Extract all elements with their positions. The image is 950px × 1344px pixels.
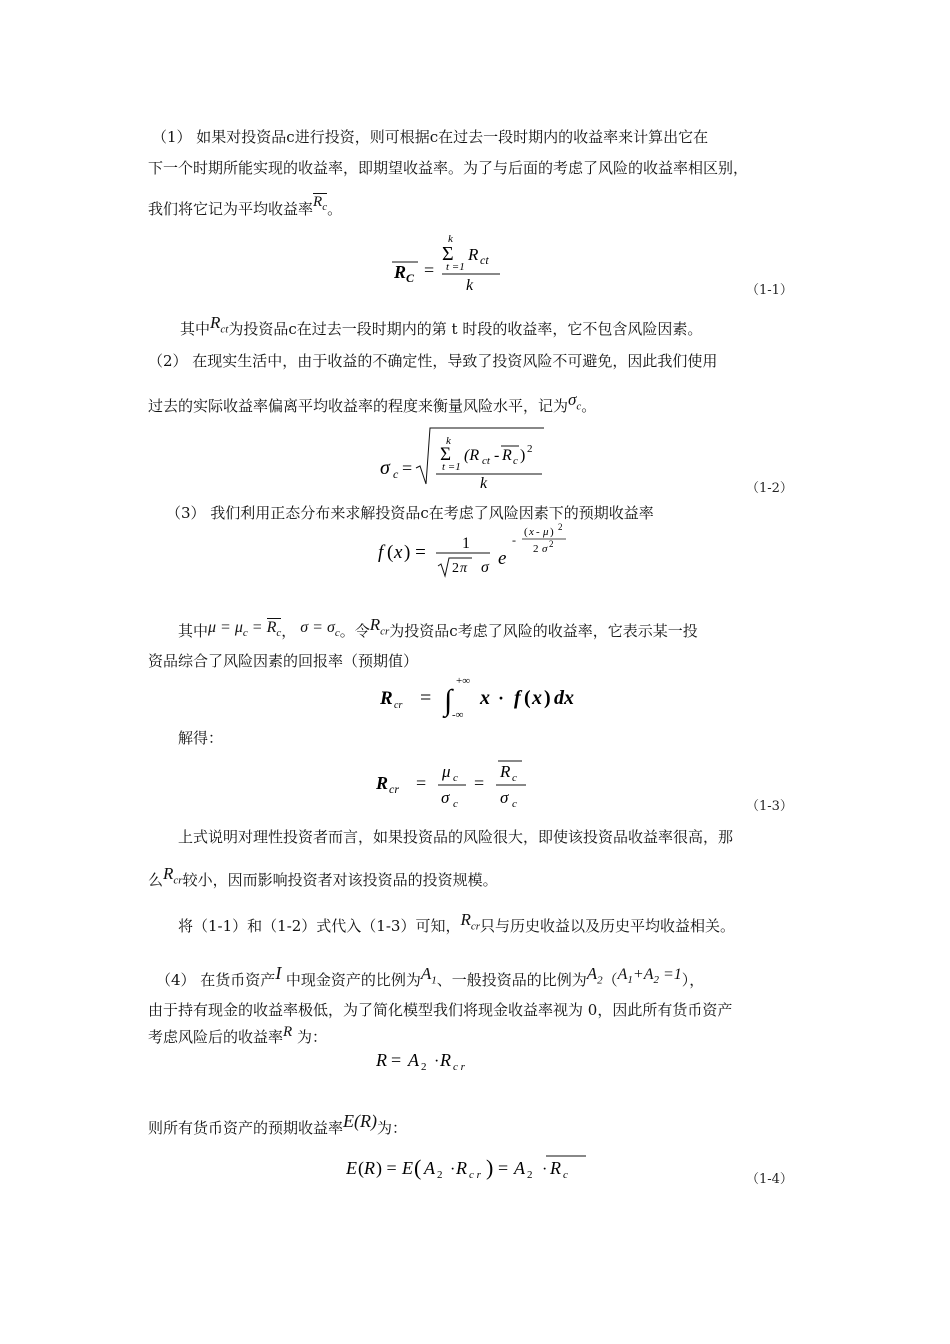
svg-text:R: R (394, 262, 407, 282)
svg-text:(: ( (414, 1155, 422, 1180)
svg-text:(: ( (358, 1158, 364, 1178)
svg-text:-: - (494, 447, 500, 464)
paragraph-substitution-text: 只与历史收益以及历史平均收益相关。 (480, 917, 736, 935)
svg-text:σ: σ (500, 788, 509, 807)
svg-text:): ) (520, 447, 526, 464)
formula-er-symbol: E(R) (343, 1111, 378, 1131)
svg-text:c: c (563, 1169, 568, 1181)
svg-text:): ) (486, 1155, 494, 1180)
svg-text:Σ: Σ (440, 444, 452, 465)
paragraph-rct-definition (180, 313, 703, 346)
svg-text:-∞: -∞ (452, 709, 464, 720)
paragraph-rcr-definition-line-2: 资品综合了风险因素的回报率（预期值） (148, 652, 419, 670)
paragraph-rcr-prefix: 其中 (178, 622, 209, 640)
formula-avg-return-symbol: $R_c$ (313, 194, 328, 213)
svg-text:R: R (376, 773, 389, 793)
equation-1-4-label: （1-4） (746, 1172, 793, 1187)
svg-text:=: = (402, 458, 413, 478)
svg-text:R: R (364, 1158, 375, 1178)
svg-text:·: · (498, 688, 505, 708)
formula-a1-symbol: $A_1$ (420, 964, 437, 987)
svg-text:μ: μ (543, 526, 549, 538)
svg-text:c: c (453, 772, 458, 784)
svg-text:cr: cr (389, 782, 399, 796)
paragraph-3: （3） 我们利用正态分布来求解投资品c在考虑了风险因素下的预期收益率 (166, 504, 654, 522)
equation-1-1-label: （1-1） (746, 283, 793, 298)
svg-text:2: 2 (533, 543, 539, 555)
svg-text:=: = (424, 260, 435, 280)
formula-sigma-equality: $\sigma = \sigma_c$ (296, 619, 340, 640)
svg-text:E: E (346, 1158, 357, 1178)
equation-1-2 (380, 424, 550, 486)
paragraph-4-part-e: ）， (681, 971, 705, 989)
paragraph-2-line-2-end: 。 (581, 397, 597, 415)
svg-text:R: R (500, 762, 511, 781)
svg-text:π: π (460, 561, 468, 576)
paragraph-1-line-3 (148, 194, 343, 226)
svg-text:2: 2 (527, 1169, 533, 1181)
svg-text:=: = (420, 687, 432, 709)
svg-text:c: c (512, 798, 517, 810)
equation-normal-pdf (378, 522, 588, 580)
equation-1-4 (346, 1150, 596, 1190)
formula-rcr-symbol-2: $R_{cr}$ (163, 864, 183, 887)
formula-a2-symbol: $A_2$ (586, 964, 603, 987)
svg-text:x: x (394, 542, 403, 563)
svg-text:E: E (402, 1158, 413, 1178)
svg-text:): ) (544, 687, 551, 709)
paragraph-4-line-3-end: 为： (292, 1028, 327, 1046)
equation-1-1 (388, 232, 508, 292)
formula-rcr-symbol: $R_{cr}$ (369, 615, 390, 638)
paragraph-rcr-definition-line-1 (178, 615, 698, 648)
paragraph-substitution (178, 910, 736, 943)
svg-text:R: R (376, 1050, 387, 1070)
paragraph-4-line-1 (156, 963, 705, 997)
svg-text:A: A (424, 1158, 435, 1178)
svg-text:-: - (512, 533, 516, 547)
svg-text:x: x (529, 526, 534, 538)
paragraph-expected-return-suffix: 为： (377, 1119, 408, 1137)
svg-text:c: c (453, 798, 458, 810)
paragraph-4-part-c: 、一般投资品的比例为 (436, 971, 587, 989)
paragraph-explanation-line-2 (148, 864, 498, 897)
equation-1-3-label: （1-3） (746, 799, 793, 814)
svg-text:R: R (456, 1158, 467, 1178)
paragraph-1-line-2: 下一个时期所能实现的收益率，即期望收益率。为了与后面的考虑了风险的收益率相区别， (148, 159, 749, 177)
svg-text:=: = (391, 1050, 402, 1070)
paragraph-2-line-2 (148, 390, 597, 423)
svg-text:e: e (498, 548, 507, 569)
svg-text:k: k (466, 277, 474, 294)
svg-text:∫: ∫ (444, 684, 453, 717)
equation-1-3-graphic (376, 755, 546, 811)
equation-1-2-graphic (380, 424, 550, 488)
svg-text:t =1: t =1 (442, 461, 461, 473)
svg-text:c r: c r (453, 1061, 465, 1073)
svg-text:c: c (513, 455, 518, 467)
paragraph-4-line-2: 由于持有现金的收益率极低，为了简化模型我们将现金收益率视为 0，因此所有货币资产 (148, 1001, 733, 1019)
svg-text:R: R (550, 1158, 561, 1178)
equation-1-2-label: （1-2） (746, 481, 793, 496)
paragraph-2-line-2-text: 过去的实际收益率偏离平均收益率的程度来衡量风险水平，记为 (148, 397, 569, 415)
svg-text:k: k (480, 475, 488, 488)
formula-i-symbol: I (275, 963, 286, 983)
svg-text:k: k (448, 233, 453, 245)
equation-integral (380, 674, 640, 718)
svg-text:R: R (502, 447, 512, 464)
svg-text:cr: cr (394, 700, 403, 711)
svg-text:σ: σ (441, 788, 450, 807)
paragraph-expected-return (148, 1111, 408, 1139)
svg-text:1: 1 (462, 535, 470, 552)
svg-text:2: 2 (527, 443, 533, 455)
equation-portfolio-return-graphic (376, 1044, 486, 1074)
svg-text:f: f (514, 687, 521, 709)
paragraph-4-part-b: 中现金资产的比例为 (285, 971, 421, 989)
equation-portfolio-return (376, 1044, 486, 1080)
svg-text:2: 2 (437, 1169, 443, 1181)
formula-rcr-symbol-3: $R_{cr}$ (460, 910, 481, 933)
svg-text:x: x (532, 687, 542, 709)
paragraph-1-line-3-text: 我们将它记为平均收益率 (148, 200, 314, 218)
svg-text:dx: dx (554, 687, 574, 709)
paragraph-expected-return-prefix: 则所有货币资产的预期收益率 (148, 1119, 344, 1137)
svg-text:(: ( (387, 542, 394, 563)
svg-text:·: · (542, 1161, 548, 1178)
svg-text:R: R (440, 1050, 451, 1070)
equation-integral-graphic (380, 674, 640, 720)
formula-mu-equality: $\mu = \mu_c = R_c$ (208, 619, 282, 640)
paragraph-1-line-1: （1） 如果对投资品c进行投资，则可根据c在过去一段时期内的收益率来计算出它在 (152, 128, 709, 146)
paragraph-4-part-d: （ (602, 971, 618, 989)
svg-text:) =: ) = (404, 542, 426, 563)
paragraph-4-line-3 (148, 1026, 327, 1049)
svg-text:Σ: Σ (442, 243, 454, 265)
paragraph-explanation-line-1: 上式说明对理性投资者而言，如果投资品的风险很大，即使该投资品收益率很高，那 (178, 828, 734, 846)
svg-text:f: f (378, 542, 384, 563)
paragraph-solution-label: 解得： (178, 729, 224, 747)
svg-text:c r: c r (469, 1169, 481, 1181)
formula-r-symbol: R (283, 1024, 293, 1040)
equation-1-4-graphic (346, 1150, 596, 1184)
paragraph-explanation-text: 较小，因而影响投资者对该投资品的投资规模。 (182, 871, 498, 889)
svg-text:μ: μ (442, 762, 451, 781)
formula-sigma-c-symbol: $\sigma_c$ (568, 390, 582, 413)
formula-a-sum: $A_1+A_2 =1$ (617, 966, 682, 987)
svg-text:) =: ) = (376, 1158, 397, 1178)
svg-text:R: R (380, 688, 393, 709)
svg-text:-: - (536, 526, 540, 538)
svg-text:c: c (512, 772, 517, 784)
svg-text:=: = (416, 773, 427, 793)
svg-text:σ: σ (481, 559, 489, 576)
svg-text:k: k (446, 435, 451, 447)
svg-text:=: = (474, 773, 485, 793)
paragraph-2-line-1: （2） 在现实生活中，由于收益的不确定性，导致了投资风险不可避免，因此我们使用 (148, 352, 718, 370)
paragraph-rcr-separator: ， (281, 622, 297, 640)
paragraph-rcr-mid: 。令 (339, 622, 370, 640)
equation-normal-pdf-graphic (378, 522, 588, 580)
svg-text:ct: ct (480, 253, 489, 267)
svg-text:(: ( (524, 687, 531, 709)
paragraph-4-part-a: （4） 在货币资产 (156, 971, 276, 989)
svg-text:): ) (550, 526, 554, 538)
svg-text:A: A (514, 1158, 525, 1178)
svg-text:(R: (R (464, 447, 480, 464)
svg-text:=: = (498, 1158, 509, 1178)
paragraph-rcr-text: 为投资品c考虑了风险的收益率，它表示某一投 (389, 622, 698, 640)
equation-1-3 (376, 755, 546, 811)
svg-text:+∞: +∞ (456, 675, 471, 687)
svg-text:R: R (468, 245, 479, 264)
svg-text:t =1: t =1 (446, 261, 465, 273)
equation-1-1-graphic (388, 232, 508, 294)
paragraph-1-line-3-end: 。 (327, 200, 343, 218)
svg-text:2: 2 (558, 522, 563, 532)
svg-text:·: · (434, 1053, 440, 1070)
svg-text:·: · (450, 1161, 456, 1178)
svg-text:σ: σ (380, 457, 390, 479)
paragraph-explanation-prefix: 么 (148, 871, 164, 889)
svg-text:c: c (393, 467, 399, 481)
svg-text:2: 2 (452, 561, 459, 576)
svg-text:2: 2 (421, 1061, 427, 1073)
svg-text:x: x (480, 687, 490, 709)
svg-text:σ: σ (542, 543, 548, 555)
svg-text:A: A (408, 1050, 419, 1070)
svg-text:(: ( (524, 526, 528, 538)
svg-text:C: C (406, 271, 415, 285)
svg-text:2: 2 (549, 539, 554, 549)
paragraph-4-line-3-text: 考虑风险后的收益率 (148, 1028, 284, 1046)
paragraph-rct-text: 为投资品c在过去一段时期内的第 t 时段的收益率，它不包含风险因素。 (228, 320, 703, 338)
formula-rct-symbol: $R_{ct}$ (210, 313, 229, 336)
paragraph-rct-prefix: 其中 (180, 320, 211, 338)
svg-text:ct: ct (482, 455, 490, 467)
paragraph-substitution-prefix: 将（1-1）和（1-2）式代入（1-3）可知， (178, 917, 461, 935)
